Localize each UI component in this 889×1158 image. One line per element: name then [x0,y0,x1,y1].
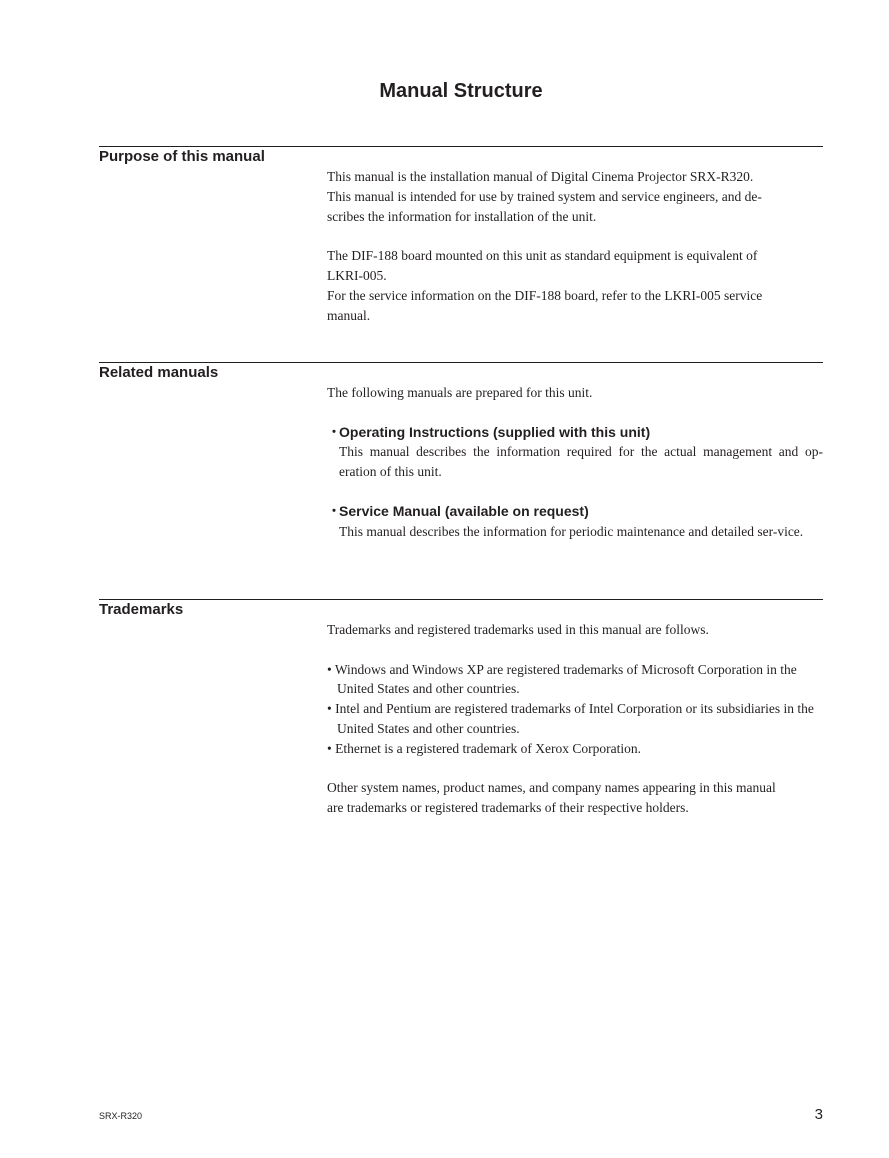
purpose-body [327,167,823,325]
purpose-line: manual. [327,307,371,323]
page-title: Manual Structure [379,80,543,102]
footer-model-number: SRX-R320 [99,1111,143,1121]
manual-title-service: Service Manual (available on request) [339,502,589,519]
section-heading-trademarks: Trademarks [99,601,184,618]
section-divider [99,146,823,147]
trademark-item: • Windows and Windows XP are registered trademarks of Microsoft Corporation in the United States and other countries. [327,661,797,697]
trademark-item: • Ethernet is a registered trademark of Xerox Corporation. [327,740,641,756]
section-heading-purpose: Purpose of this manual [99,148,265,165]
related-manual-item [327,502,823,542]
trademark-item: • Intel and Pentium are registered trademarks of Intel Corporation or its subsidiaries in the United States and other countries. [327,701,814,736]
related-intro: The following manuals are prepared for this unit. [327,385,593,400]
related-manual-item [327,423,823,482]
bullet-icon: ・ [327,423,341,440]
trademarks-intro: Trademarks and registered trademarks used in this manual are follows. [327,622,709,637]
purpose-line: This manual is intended for use by trained system and service engineers, and de- [327,188,762,204]
purpose-line: The DIF-188 board mounted on this unit as standard equipment is equivalent of [327,248,758,264]
trademarks-closing-line: Other system names, product names, and company names appearing in this manual [327,780,776,796]
purpose-line: scribes the information for installation of the unit. [327,208,597,224]
trademarks-body [327,620,823,818]
section-related-manuals [99,362,823,539]
section-heading-related: Related manuals [99,364,219,381]
manual-title-operating: Operating Instructions (supplied with this unit) [339,423,651,440]
bullet-icon: ・ [327,502,341,519]
related-body [327,383,823,541]
section-divider [99,362,823,363]
page-number: 3 [814,1106,823,1123]
manual-description: This manual describes the information required for the actual management and op-eration of this unit. [339,444,823,480]
section-trademarks [99,599,823,816]
trademarks-closing-line: are trademarks or registered trademarks of their respective holders. [327,800,689,816]
purpose-line: LKRI-005. [327,267,387,283]
section-divider [99,599,823,600]
purpose-line: This manual is the installation manual of Digital Cinema Projector SRX-R320. [327,169,754,184]
section-purpose [99,146,823,323]
purpose-line: For the service information on the DIF-188 board, refer to the LKRI-005 service [327,287,763,303]
manual-description: This manual describes the information for periodic maintenance and detailed ser-vice. [339,523,804,539]
